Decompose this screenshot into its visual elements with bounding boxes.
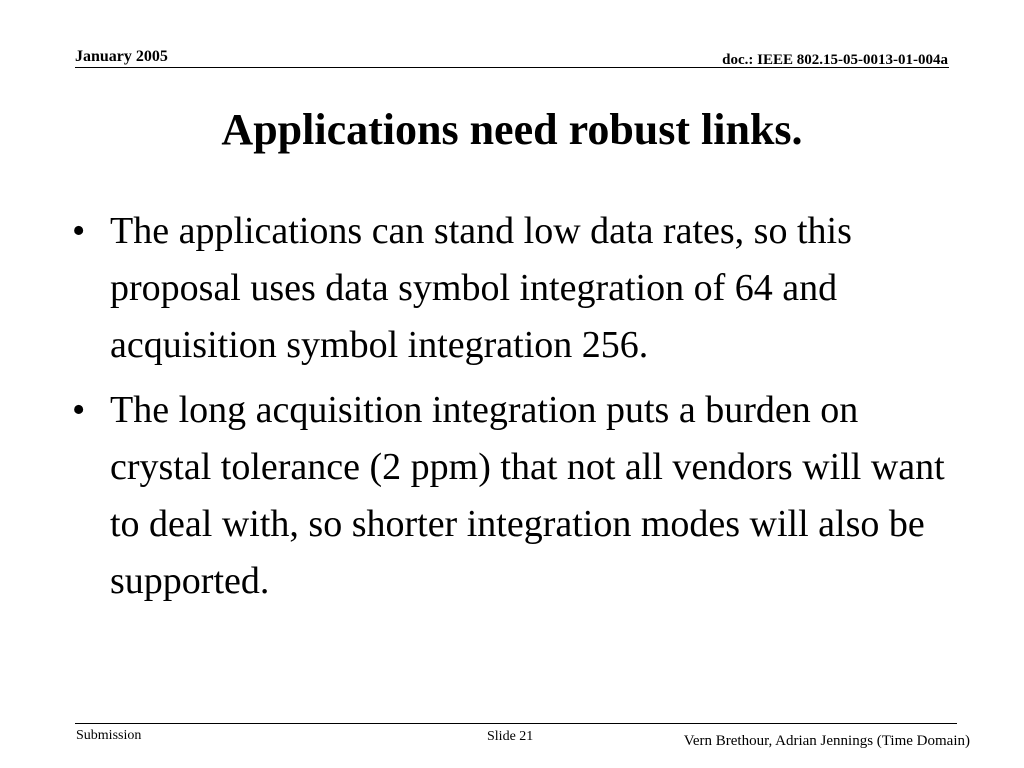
header-doc-id: doc.: IEEE 802.15-05-0013-01-004a (722, 52, 948, 68)
bullet-item (72, 203, 962, 374)
bullet-item (72, 382, 962, 610)
footer-divider (75, 723, 957, 724)
header-date: January 2005 (75, 48, 168, 65)
bullet-marker: • (72, 210, 86, 252)
bullet-text: The applications can stand low data rates, so this proposal uses data symbol integration of 64 and acquisition symbol integration 256. (110, 210, 852, 366)
bullet-list (72, 203, 962, 618)
footer-authors: Vern Brethour, Adrian Jennings (Time Domain) (683, 733, 970, 749)
bullet-text: The long acquisition integration puts a burden on crystal tolerance (2 ppm) that not all vendors will want to deal with, so shorter integration modes will also be supported. (110, 389, 945, 602)
footer-slide-number: Slide 21 (487, 729, 534, 744)
bullet-marker: • (72, 389, 86, 431)
footer-submission: Submission (76, 728, 142, 743)
slide-title: Applications need robust links. (221, 105, 803, 154)
header-divider (75, 67, 949, 68)
